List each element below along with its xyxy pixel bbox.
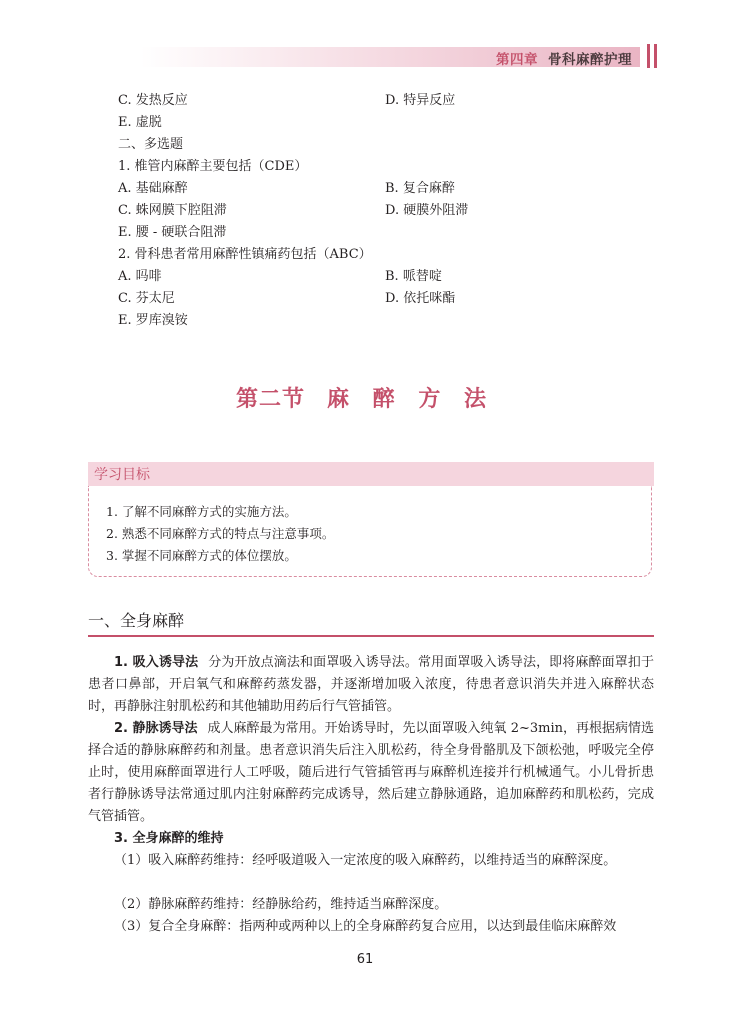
paragraph-text: 成人麻醉最为常用。开始诱导时，先以面罩吸入纯氧 2~3min，再根据病情选择合适的静脉麻醉药和剂量。患者意识消失后注入肌松药，待全身骨骼肌及下颌松弛，呼吸完全停止时，使用麻醉面罩进行人工呼吸，随后进行气管插管再与麻醉机连接并行机械通气。小儿骨折患者行静脉诱导法常通过肌内注射麻醉药完成诱导，然后建立静脉通路，追加麻醉药和肌松药，完成气管插管。 <box>88 721 654 824</box>
section-title <box>0 382 730 413</box>
option-c: C. 发热反应 <box>118 93 188 108</box>
header-bars-decoration <box>645 44 661 68</box>
objectives-header <box>88 462 654 486</box>
objectives-label: 学习目标 <box>94 467 150 483</box>
section-number: 第二节 <box>236 386 306 412</box>
q1-option-b: B. 复合麻醉 <box>385 181 455 196</box>
subheading-iv: 2. 静脉诱导法 <box>114 721 198 736</box>
subheading-inhalation: 1. 吸入诱导法 <box>114 655 199 670</box>
q2-option-e: E. 罗库溴铵 <box>118 313 188 328</box>
q1-option-c: C. 蛛网膜下腔阻滞 <box>118 203 227 218</box>
subheading-maintenance: 3. 全身麻醉的维持 <box>114 831 224 846</box>
q2-option-d: D. 依托咪酯 <box>385 291 456 306</box>
maintenance-item-1: （1）吸入麻醉药维持：经呼吸道吸入一定浓度的吸入麻醉药，以维持适当的麻醉深度。 <box>114 853 617 868</box>
chapter-label: 第四章 <box>496 52 538 68</box>
paragraph-iv-induction <box>88 718 654 828</box>
maintenance-item-2: （2）静脉麻醉药维持：经静脉给药，维持适当麻醉深度。 <box>114 897 448 912</box>
q1-option-e: E. 腰 - 硬联合阻滞 <box>118 225 227 240</box>
learning-objectives-box <box>88 462 654 580</box>
paragraph-text: 分为开放点滴法和面罩吸入诱导法。常用面罩吸入诱导法，即将麻醉面罩扣于患者口鼻部，开启氧气和麻醉药蒸发器，并逐渐增加吸入浓度，待患者意识消失并进入麻醉状态时，再静脉注射肌松药和其他辅助用药后行气管插管。 <box>88 655 654 714</box>
maintenance-item-3: （3）复合全身麻醉：指两种或两种以上的全身麻醉药复合应用，以达到最佳临床麻醉效 <box>114 919 617 934</box>
q2-option-c: C. 芬太尼 <box>118 291 175 306</box>
part-heading: 一、全身麻醉 <box>88 611 185 630</box>
q1-option-d: D. 硬膜外阻滞 <box>385 203 469 218</box>
multi-choice-heading: 二、多选题 <box>118 137 184 152</box>
q2-option-b: B. 哌替啶 <box>385 269 442 284</box>
chapter-title: 骨科麻醉护理 <box>548 52 632 68</box>
option-d: D. 特异反应 <box>385 93 456 108</box>
heading-rule <box>88 635 654 637</box>
subheading-maintenance-line <box>88 828 654 850</box>
page-number: 61 <box>356 952 374 967</box>
question-1: 1. 椎管内麻醉主要包括（CDE） <box>118 159 308 174</box>
paragraph-inhalation-induction <box>88 652 654 718</box>
section-name: 麻 醉 方 法 <box>327 386 494 412</box>
objective-item: 2. 熟悉不同麻醉方式的特点与注意事项。 <box>106 526 335 541</box>
objective-item: 1. 了解不同麻醉方式的实施方法。 <box>106 504 297 519</box>
q2-option-a: A. 吗啡 <box>118 269 162 284</box>
q1-option-a: A. 基础麻醉 <box>118 181 188 196</box>
running-header <box>496 48 632 68</box>
question-2: 2. 骨科患者常用麻醉性镇痛药包括（ABC） <box>118 247 372 262</box>
objective-item: 3. 掌握不同麻醉方式的体位摆放。 <box>106 548 297 563</box>
option-e: E. 虚脱 <box>118 115 162 130</box>
